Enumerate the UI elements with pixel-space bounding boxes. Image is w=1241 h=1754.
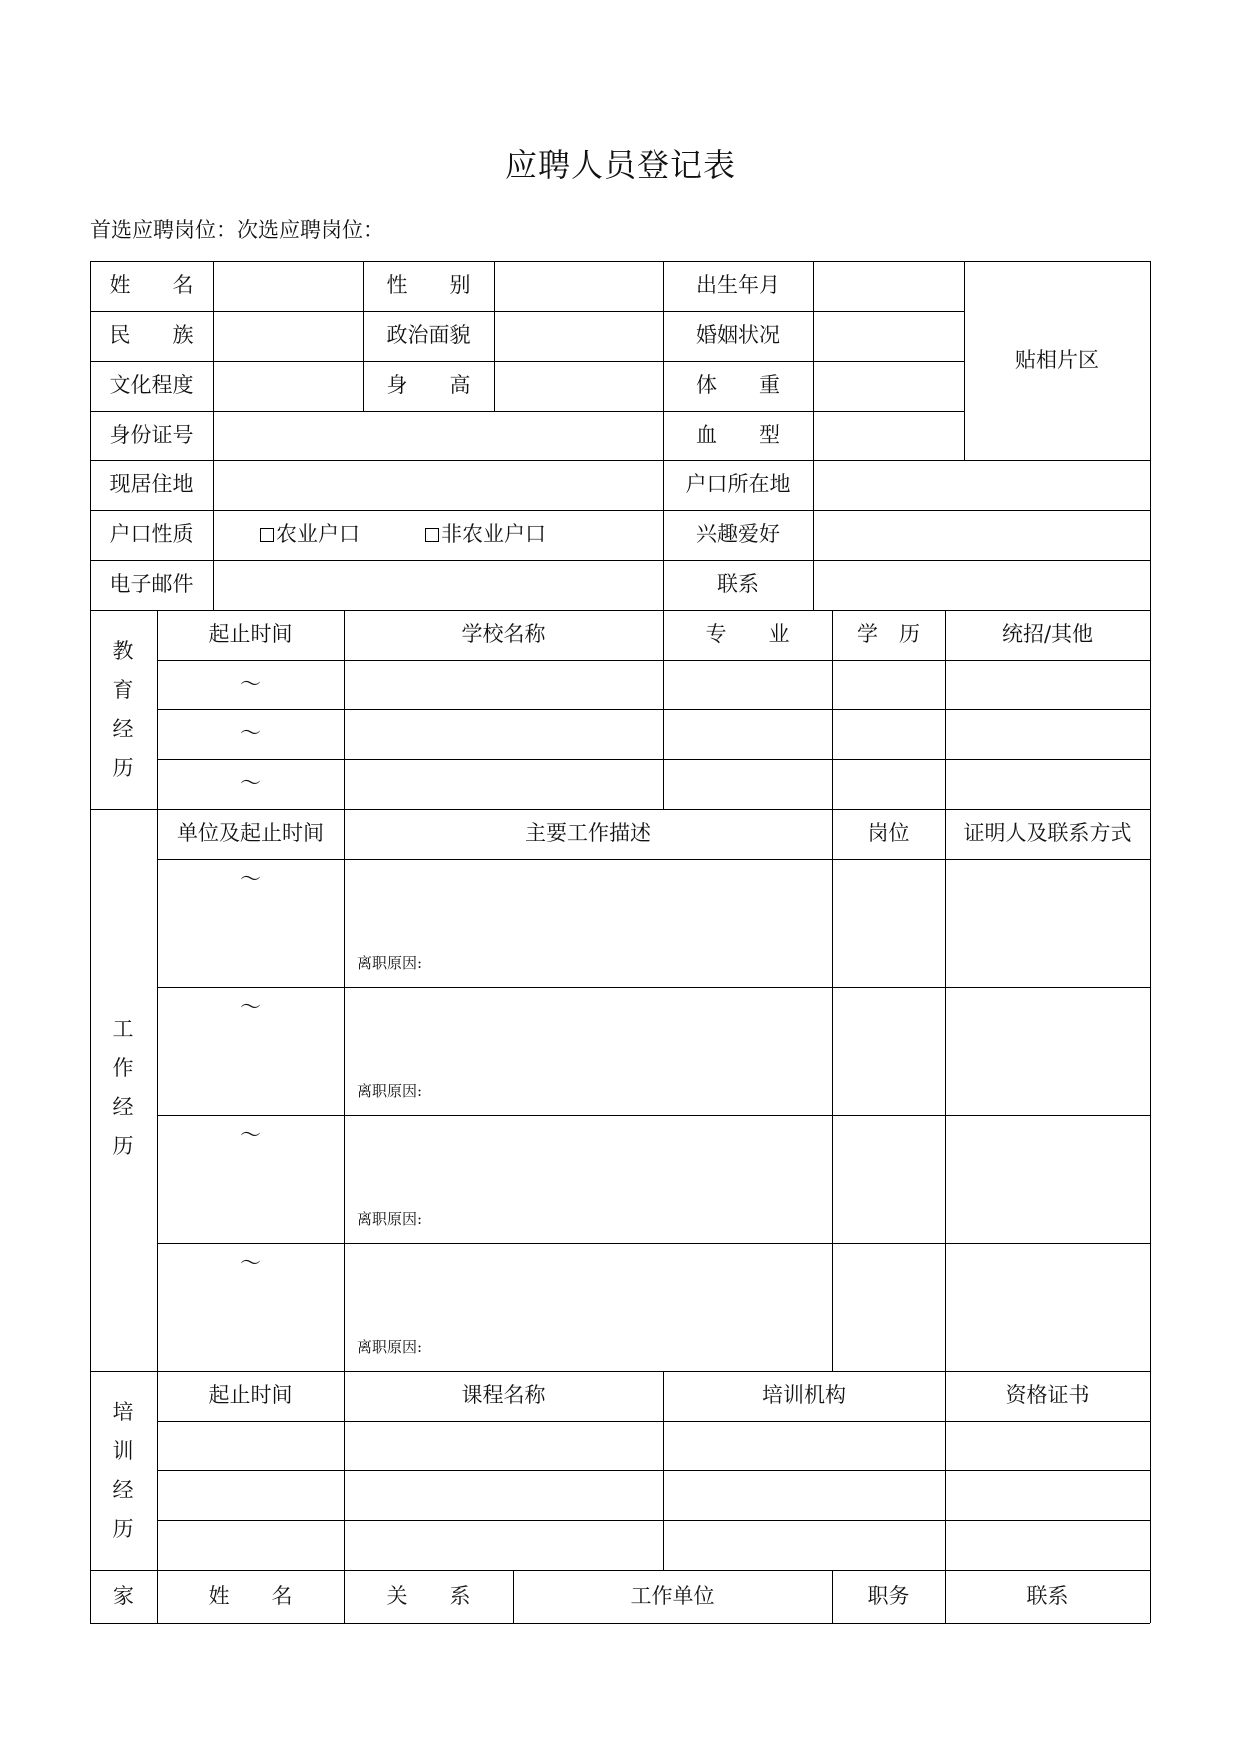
section-label-char: 历 [112,756,134,780]
section-label-char: 经 [112,1478,134,1502]
section-work-label [108,1010,138,1166]
work-tilde: ～ [240,1251,261,1275]
label-address: 现居住地 [109,472,194,496]
family-header-name: 姓 名 [208,1584,293,1608]
section-label-char: 经 [112,717,134,741]
label-political: 政治面貌 [386,323,471,347]
edu-tilde: ～ [240,672,261,696]
section-label-char: 经 [112,1095,134,1119]
label-contact: 联系 [717,572,759,596]
section-label-char: 作 [112,1056,134,1080]
work-header-position: 岗位 [867,821,910,845]
section-family-label: 家 [113,1584,134,1608]
label-idcard: 身份证号 [109,423,194,447]
section-label-char: 工 [112,1017,134,1041]
work-leave-reason: 离职原因: [357,1338,423,1356]
label-ethnic: 民 族 [109,323,194,347]
label-birth: 出生年月 [696,273,780,297]
section-label-char: 训 [112,1439,134,1463]
photo-area: 贴相片区 [1015,348,1099,372]
work-header-reference: 证明人及联系方式 [963,821,1132,845]
label-blood: 血 型 [696,423,780,447]
section-label-char: 培 [112,1400,134,1424]
work-leave-reason: 离职原因: [357,1082,423,1100]
work-leave-reason: 离职原因: [357,954,423,972]
label-marital: 婚姻状况 [696,323,780,347]
edu-tilde: ～ [240,771,261,795]
hukou-agri-label: 农业户口 [276,522,360,546]
section-label-char: 历 [112,1134,134,1158]
checkbox-icon[interactable] [260,528,274,542]
hukou-nonagri-option[interactable] [425,524,546,545]
hukou-agri-option[interactable] [260,524,360,545]
work-header-period: 单位及起止时间 [177,821,324,845]
train-header-institution: 培训机构 [762,1383,846,1407]
label-height: 身 高 [386,373,471,397]
hukou-nonagri-label: 非农业户口 [441,522,546,546]
family-header-employer: 工作单位 [630,1584,715,1608]
label-hukou-type: 户口性质 [109,522,194,546]
family-header-title: 职务 [867,1584,910,1608]
section-label-char: 教 [112,639,134,663]
train-header-course: 课程名称 [461,1383,546,1407]
position-preference: 首选应聘岗位：次选应聘岗位： [90,218,384,242]
train-header-certificate: 资格证书 [1005,1383,1090,1407]
edu-header-degree: 学 历 [857,622,920,646]
label-weight: 体 重 [696,373,780,397]
page-title: 应聘人员登记表 [504,146,736,184]
edu-header-type: 统招/其他 [1001,622,1094,646]
family-header-relation: 关 系 [386,1584,471,1608]
label-hukou-location: 户口所在地 [685,472,791,496]
edu-header-period: 起止时间 [208,622,293,646]
checkbox-icon[interactable] [425,528,439,542]
edu-header-school: 学校名称 [461,622,546,646]
section-label-char: 历 [112,1517,134,1541]
section-education-label [108,632,138,788]
edu-header-major: 专 业 [705,622,790,646]
family-header-contact: 联系 [1026,1584,1069,1608]
label-hobby: 兴趣爱好 [696,522,780,546]
label-gender: 性 别 [386,273,471,297]
work-tilde: ～ [240,1123,261,1147]
work-header-description: 主要工作描述 [525,821,651,845]
label-education: 文化程度 [109,373,194,397]
section-training-label [108,1393,138,1549]
train-header-period: 起止时间 [208,1383,293,1407]
label-email: 电子邮件 [109,572,194,596]
edu-tilde: ～ [240,721,261,745]
label-name: 姓 名 [109,273,194,297]
work-tilde: ～ [240,995,261,1019]
work-tilde: ～ [240,867,261,891]
work-leave-reason: 离职原因: [357,1210,423,1228]
section-label-char: 育 [112,678,134,702]
